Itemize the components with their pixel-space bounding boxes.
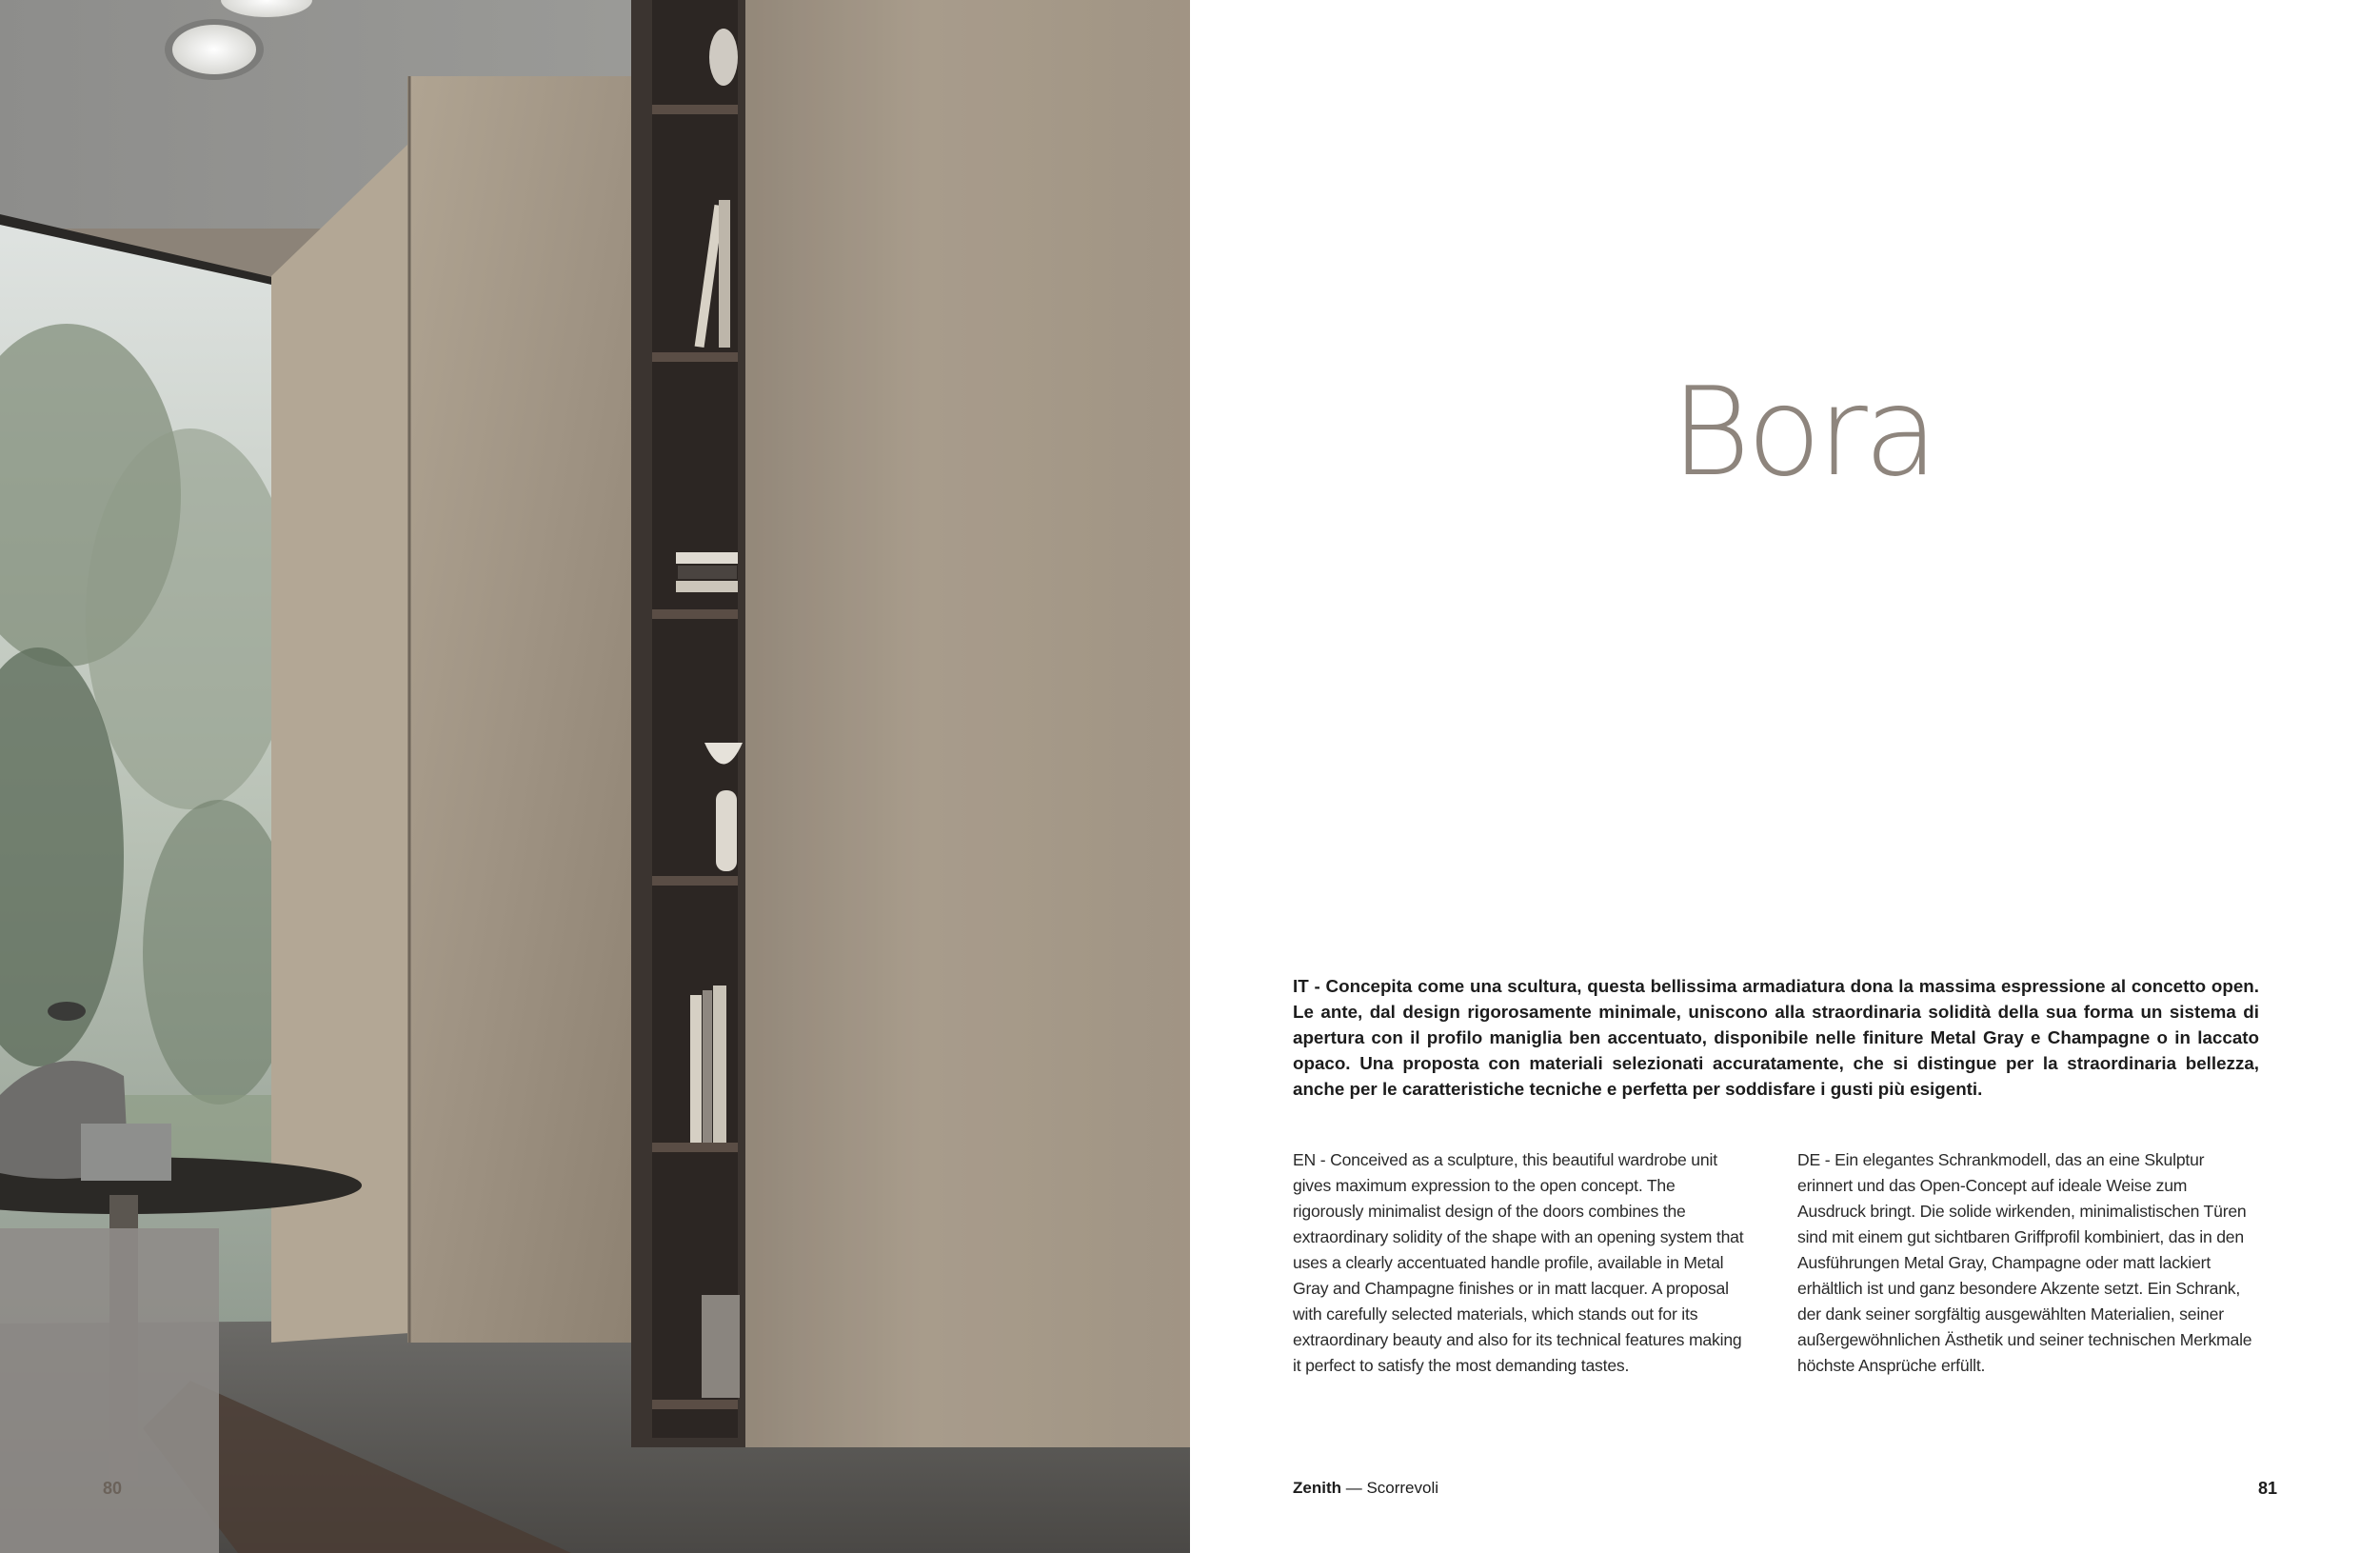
page-number-right: 81 — [2257, 1479, 2277, 1498]
english-description: EN - Conceived as a sculpture, this beautiful wardrobe unit gives maximum expression to the open concept. The rigorously minimalist design of the doors combines the extraordinary solidity of the shape with an opening system that uses a clearly accentuated handle profile, available in Metal Gray and Champagne finishes or in matt lacquer. A proposal with carefully selected materials, which stands out for its extraordinary beauty and also for its technical features making it perfect to satisfy the most demanding tastes. — [1293, 1150, 1744, 1375]
italian-description: IT - Concepita come una scultura, questa bellissima armadiatura dona la massima espressione al concetto open. Le ante, dal design rigorosamente minimale, uniscono alla straordinaria solidità della sua forma un sistema di apertura con il profilo maniglia ben accentuato, disponibile nelle finiture Metal Gray e Champagne o in laccato opaco. Una proposta con materiali selezionati accuratamente, che si distingue per la straordinaria bellezza, anche per le caratteristiche tecniche e perfetta per soddisfare i gusti più esigenti. — [1293, 976, 2259, 1099]
footer-brand: Zenith — [1293, 1479, 1341, 1497]
page-number-left: 80 — [103, 1479, 123, 1498]
text-page — [1190, 0, 2380, 1553]
footer-section: — Scorrevoli — [1341, 1479, 1439, 1497]
german-description: DE - Ein elegantes Schrankmodell, das an eine Skulptur erinnert und das Open-Concept auf ideale Weise zum Ausdruck bringt. Die solide wirkenden, minimalistischen Türen sind mit einem gut sichtbaren Griffprofil kombiniert, das in den Ausführungen Metal Gray, Champagne oder matt lackiert erhältlich ist und ganz besondere Akzente setzt. Ein Schrank, der dank seiner sorgfältig ausgewählten Materialien, seiner außergewöhnlichen Ästhetik und seiner technischen Merkmale höchste Ansprüche erfüllt. — [1797, 1150, 2252, 1375]
footer-breadcrumb — [1293, 1479, 1438, 1498]
product-title: Bora — [1671, 362, 1935, 504]
